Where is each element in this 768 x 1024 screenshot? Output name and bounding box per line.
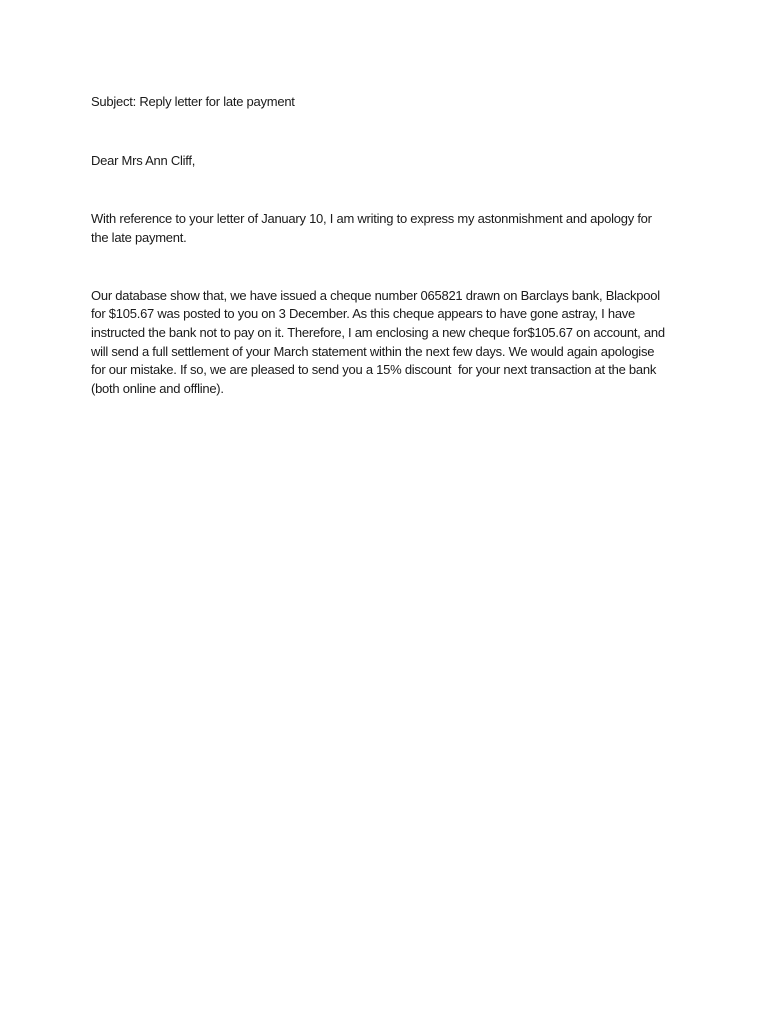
subject-line: Subject: Reply letter for late payment — [91, 94, 295, 109]
salutation: Dear Mrs Ann Cliff, — [91, 153, 196, 168]
paragraph-line: With reference to your letter of January 10, I am writing to express my astonmishment and apology for — [91, 211, 652, 226]
paragraph-line: for $105.67 was posted to you on 3 December. As this cheque appears to have gone astray, I have — [91, 306, 636, 321]
paragraph-line: Our database show that, we have issued a cheque number 065821 drawn on Barclays bank, Blackpool — [91, 288, 660, 303]
paragraph-line: for our mistake. If so, we are pleased to send you a 15% discount for your next transaction at the bank — [91, 362, 657, 377]
paragraph-line: (both online and offline). — [91, 381, 224, 396]
paragraph-line: instructed the bank not to pay on it. Therefore, I am enclosing a new cheque for$105.67 on account, and — [91, 325, 665, 340]
paragraph-line: will send a full settlement of your March statement within the next few days. We would again apologise — [91, 344, 655, 359]
paragraph-line: the late payment. — [91, 230, 187, 245]
